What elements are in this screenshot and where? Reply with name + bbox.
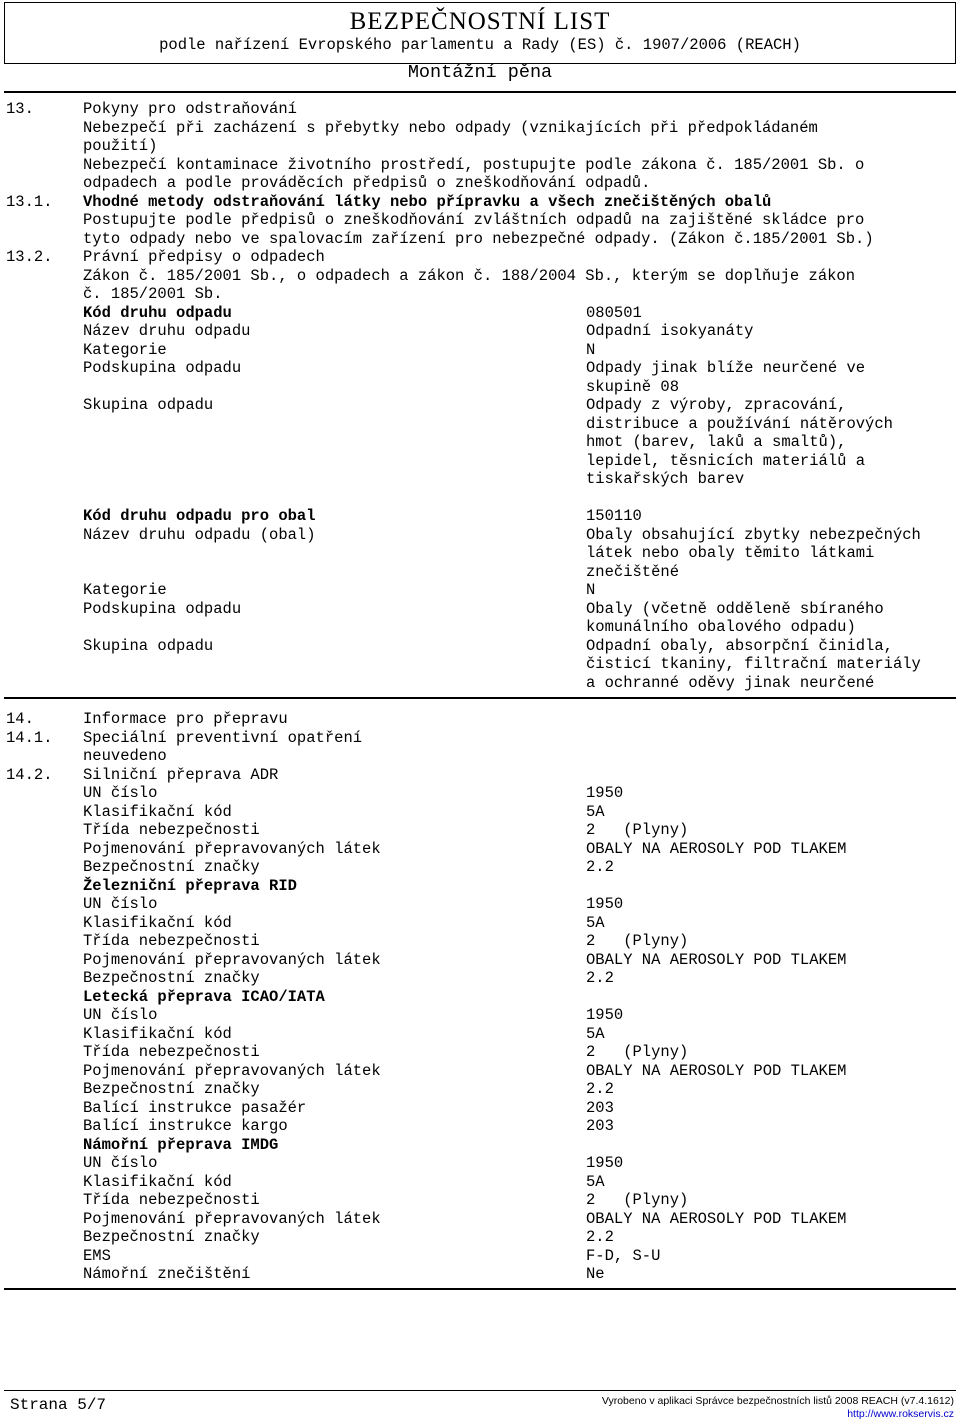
divider (4, 697, 956, 699)
adr-un-label: UN číslo (83, 784, 158, 802)
adr-labels-label: Bezpečnostní značky (83, 858, 260, 876)
pack-subgroup-value: komunálního obalového odpadu) (586, 618, 856, 636)
adr-labels-value: 2.2 (586, 858, 614, 876)
imdg-un-label: UN číslo (83, 1154, 158, 1172)
imdg-marine-pollution-value: Ne (586, 1265, 605, 1283)
imdg-title: Námořní přeprava IMDG (83, 1136, 279, 1154)
section-13-2-number: 13.2. (6, 248, 53, 266)
icao-labels-label: Bezpečnostní značky (83, 1080, 260, 1098)
icao-shipping-name-label: Pojmenování přepravovaných látek (83, 1062, 381, 1080)
imdg-labels-label: Bezpečnostní značky (83, 1228, 260, 1246)
waste-group-label: Skupina odpadu (83, 396, 214, 414)
section-13-1-title: Vhodné metody odstraňování látky nebo přípravku a všech znečištěných obalů (83, 193, 772, 211)
rid-un-value: 1950 (586, 895, 624, 913)
text-line: Nebezpečí při zacházení s přebytky nebo odpady (vznikajících při předpokládaném (83, 119, 818, 137)
pack-name-value: Obaly obsahující zbytky nebezpečných (586, 526, 921, 544)
waste-group-value: hmot (barev, laků a smaltů), (586, 433, 847, 451)
rid-class-code-value: 5A (586, 914, 605, 932)
waste-name-label: Název druhu odpadu (83, 322, 251, 340)
adr-hazard-class-value: 2 (Plyny) (586, 821, 689, 839)
waste-category-label: Kategorie (83, 341, 167, 359)
document-title: BEZPEČNOSTNÍ LIST (349, 8, 611, 35)
text-line: tyto odpady nebo ve spalovacím zařízení pro nebezpečné odpady. (Zákon č.185/2001 Sb.) (83, 230, 874, 248)
pack-group-value: Odpadní obaly, absorpční činidla, (586, 637, 893, 655)
adr-hazard-class-label: Třída nebezpečnosti (83, 821, 260, 839)
rid-class-code-label: Klasifikační kód (83, 914, 232, 932)
icao-shipping-name-value: OBALY NA AEROSOLY POD TLAKEM (586, 1062, 847, 1080)
text-line: Nebezpečí kontaminace životního prostředí, postupujte podle zákona č. 185/2001 Sb. o (83, 156, 865, 174)
pack-subgroup-value: Obaly (včetně odděleně sbíraného (586, 600, 884, 618)
pack-category-value: N (586, 581, 596, 599)
imdg-class-code-value: 5A (586, 1173, 605, 1191)
waste-subgroup-value: Odpady jinak blíže neurčené ve (586, 359, 866, 377)
waste-code-value: 080501 (586, 304, 642, 322)
adr-class-code-value: 5A (586, 803, 605, 821)
document-subtitle: podle nařízení Evropského parlamentu a Rady (ES) č. 1907/2006 (REACH) (159, 36, 801, 54)
text-line: Zákon č. 185/2001 Sb., o odpadech a zákon č. 188/2004 Sb., kterým se doplňuje zákon (83, 267, 856, 285)
imdg-hazard-class-label: Třída nebezpečnosti (83, 1191, 260, 1209)
adr-shipping-name-label: Pojmenování přepravovaných látek (83, 840, 381, 858)
imdg-shipping-name-label: Pojmenování přepravovaných látek (83, 1210, 381, 1228)
imdg-labels-value: 2.2 (586, 1228, 614, 1246)
adr-title: Silniční přeprava ADR (83, 766, 279, 784)
waste-category-value: N (586, 341, 596, 359)
pack-code-value: 150110 (586, 507, 642, 525)
rid-hazard-class-value: 2 (Plyny) (586, 932, 689, 950)
document-header (4, 2, 956, 64)
icao-labels-value: 2.2 (586, 1080, 614, 1098)
divider (4, 1288, 956, 1290)
rid-title: Železniční přeprava RID (83, 877, 297, 895)
icao-hazard-class-value: 2 (Plyny) (586, 1043, 689, 1061)
icao-un-label: UN číslo (83, 1006, 158, 1024)
pack-group-value: a ochranné oděvy jinak neurčené (586, 674, 875, 692)
icao-passenger-value: 203 (586, 1099, 614, 1117)
rid-labels-value: 2.2 (586, 969, 614, 987)
section-13-title: Pokyny pro odstraňování (83, 100, 297, 118)
waste-name-value: Odpadní isokyanáty (586, 322, 754, 340)
page-number: Strana 5/7 (10, 1396, 107, 1414)
product-name: Montážní pěna (407, 62, 553, 83)
footer-divider (4, 1390, 956, 1391)
text-line: č. 185/2001 Sb. (83, 285, 223, 303)
imdg-hazard-class-value: 2 (Plyny) (586, 1191, 689, 1209)
divider (4, 91, 956, 93)
generator-link[interactable]: http://www.rokservis.cz (847, 1408, 954, 1420)
rid-un-label: UN číslo (83, 895, 158, 913)
waste-code-label: Kód druhu odpadu (83, 304, 232, 322)
imdg-un-value: 1950 (586, 1154, 624, 1172)
waste-subgroup-label: Podskupina odpadu (83, 359, 242, 377)
imdg-ems-value: F-D, S-U (586, 1247, 661, 1265)
pack-name-label: Název druhu odpadu (obal) (83, 526, 316, 544)
adr-class-code-label: Klasifikační kód (83, 803, 232, 821)
text-line: odpadech a podle prováděcích předpisů o zneškodňování odpadů. (83, 174, 651, 192)
icao-passenger-label: Balící instrukce pasažér (83, 1099, 307, 1117)
pack-subgroup-label: Podskupina odpadu (83, 600, 242, 618)
generator-text: Vyrobeno v aplikaci Správce bezpečnostních listů 2008 REACH (v7.4.1612) (601, 1395, 954, 1407)
rid-shipping-name-label: Pojmenování přepravovaných látek (83, 951, 381, 969)
waste-subgroup-value: skupině 08 (586, 378, 680, 396)
waste-group-value: distribuce a používání nátěrových (586, 415, 893, 433)
icao-hazard-class-label: Třída nebezpečnosti (83, 1043, 260, 1061)
waste-group-value: Odpady z výroby, zpracování, (586, 396, 847, 414)
adr-shipping-name-value: OBALY NA AEROSOLY POD TLAKEM (586, 840, 847, 858)
waste-group-value: tiskařských barev (586, 470, 745, 488)
pack-category-label: Kategorie (83, 581, 167, 599)
section-13-1-number: 13.1. (6, 193, 53, 211)
imdg-class-code-label: Klasifikační kód (83, 1173, 232, 1191)
icao-cargo-value: 203 (586, 1117, 614, 1135)
section-14-2-number: 14.2. (6, 766, 53, 784)
icao-un-value: 1950 (586, 1006, 624, 1024)
adr-un-value: 1950 (586, 784, 624, 802)
icao-class-code-label: Klasifikační kód (83, 1025, 232, 1043)
pack-code-label: Kód druhu odpadu pro obal (83, 507, 316, 525)
imdg-marine-pollution-label: Námořní znečištění (83, 1265, 251, 1283)
icao-title: Letecká přeprava ICAO/IATA (83, 988, 325, 1006)
imdg-shipping-name-value: OBALY NA AEROSOLY POD TLAKEM (586, 1210, 847, 1228)
generator-note (602, 1395, 954, 1421)
section-14-1-number: 14.1. (6, 729, 53, 747)
precautions-value: neuvedeno (83, 747, 167, 765)
section-14-title: Informace pro přepravu (83, 710, 288, 728)
section-13-number: 13. (6, 100, 34, 118)
text-line: použití) (83, 137, 158, 155)
imdg-ems-label: EMS (83, 1247, 111, 1265)
text-line: Postupujte podle předpisů o zneškodňování zvláštních odpadů na zajištěné skládce pro (83, 211, 865, 229)
waste-group-value: lepidel, těsnicích materiálů a (586, 452, 866, 470)
section-14-1-title: Speciální preventivní opatření (83, 729, 363, 747)
pack-group-value: čisticí tkaniny, filtrační materiály (586, 655, 921, 673)
icao-class-code-value: 5A (586, 1025, 605, 1043)
pack-group-label: Skupina odpadu (83, 637, 214, 655)
pack-name-value: znečištěné (586, 563, 680, 581)
icao-cargo-label: Balící instrukce kargo (83, 1117, 288, 1135)
pack-name-value: látek nebo obaly těmito látkami (586, 544, 875, 562)
rid-shipping-name-value: OBALY NA AEROSOLY POD TLAKEM (586, 951, 847, 969)
section-13-2-title: Právní předpisy o odpadech (83, 248, 325, 266)
rid-hazard-class-label: Třída nebezpečnosti (83, 932, 260, 950)
rid-labels-label: Bezpečnostní značky (83, 969, 260, 987)
section-14-number: 14. (6, 710, 34, 728)
